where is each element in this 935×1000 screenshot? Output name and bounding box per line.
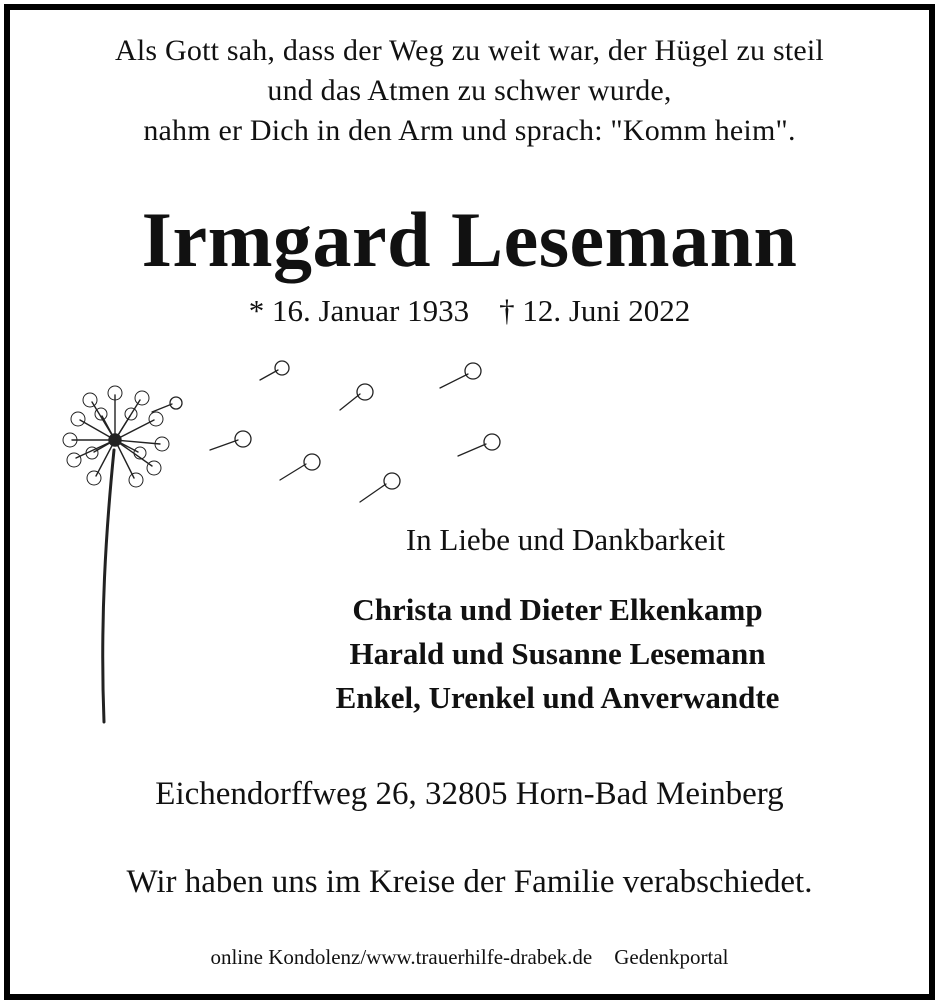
farewell-text: Wir haben uns im Kreise der Familie verabschiedet. [126, 864, 813, 900]
poem-line-3: nahm er Dich in den Arm und sprach: "Komm heim". [143, 114, 796, 147]
dedication-text: In Liebe und Dankbarkeit [405, 522, 726, 557]
address-text: Eichendorffweg 26, 32805 Horn-Bad Meinberg [155, 776, 784, 812]
mourner-line-1: Christa und Dieter Elkenkamp [352, 592, 763, 627]
life-dates [10, 293, 929, 329]
footer [10, 945, 929, 970]
birth-date: * 16. Januar 1933 [248, 293, 470, 328]
death-date: † 12. Juni 2022 [499, 293, 691, 328]
mourner-line-3: Enkel, Urenkel und Anverwandte [335, 680, 780, 715]
poem-line-1: Als Gott sah, dass der Weg zu weit war, der Hügel zu steil [115, 34, 824, 67]
condolence-link[interactable]: online Kondolenz/www.trauerhilfe-drabek.de [210, 945, 593, 969]
poem-line-2: und das Atmen zu schwer wurde, [267, 74, 672, 107]
mourner-line-2: Harald und Susanne Lesemann [349, 636, 766, 671]
deceased-name: Irmgard Lesemann [141, 196, 798, 283]
obituary-frame [4, 4, 935, 1000]
memorial-portal-label: Gedenkportal [614, 945, 729, 969]
